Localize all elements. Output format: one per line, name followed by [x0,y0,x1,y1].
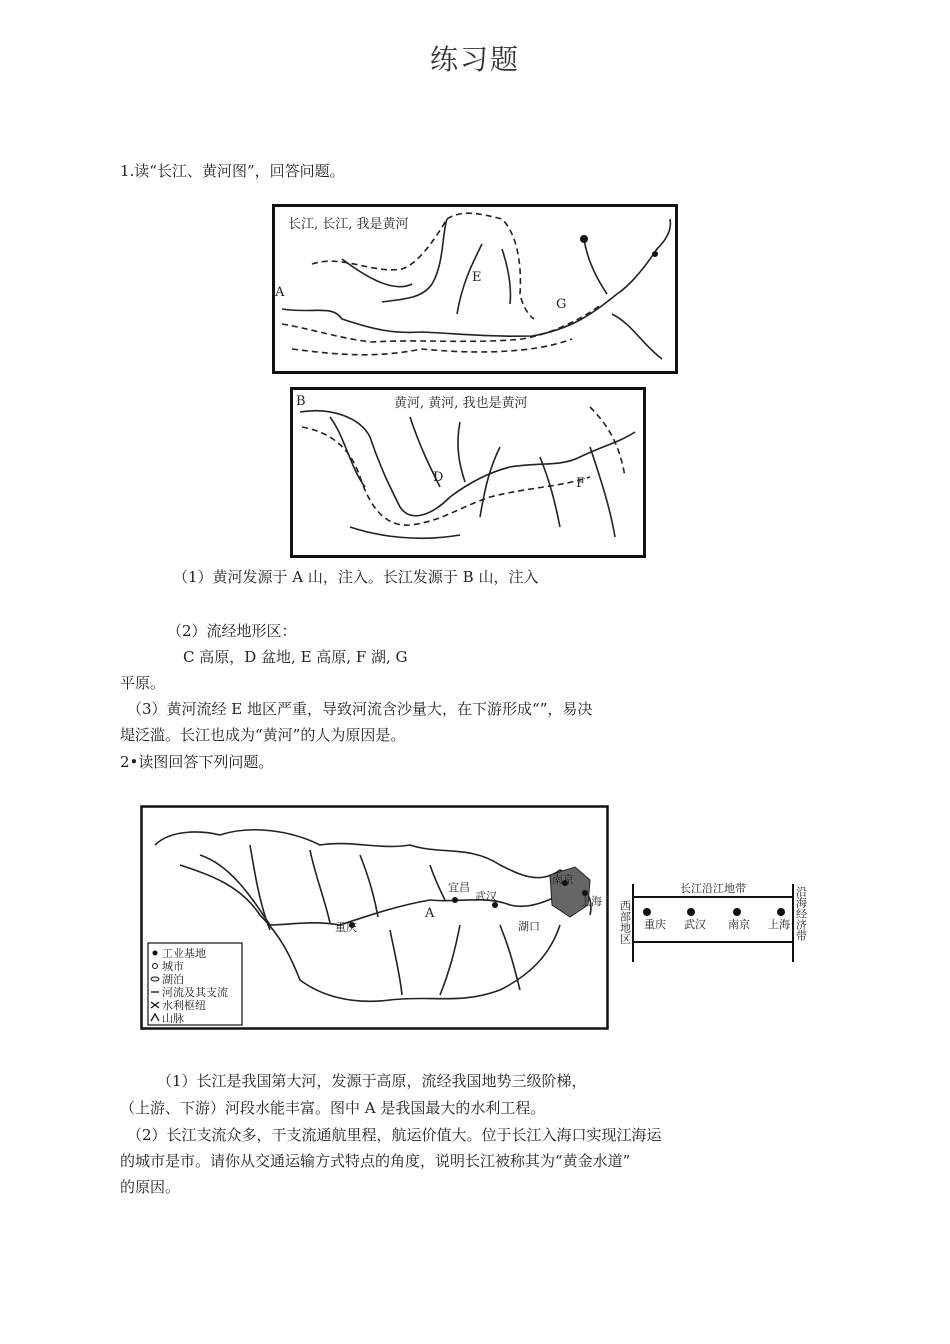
map2-label-b: B [296,394,306,409]
map1-caption: 长江, 长江, 我是黄河 [288,217,409,232]
q1-sub3-line2: 堤泛滥。长江也成为“黄河”的人为原因是。 [120,726,406,744]
belt-city: 南京 [728,918,750,931]
map1-label-e: E [472,270,482,285]
belt-west-label: 西部地区 [618,900,632,944]
belt-title: 长江沿江地带 [680,882,746,895]
legend-item: 河流及其支流 [162,986,228,999]
q1-sub1: （1）黄河发源于 A 山，注入。长江发源于 B 山，注入 [173,568,539,586]
q2-sub2-line1: （2）长江支流众多，干支流通航里程，航运价值大。位于长江入海口实现江海运 [127,1126,662,1144]
q1-sub2-line2: C 高原，D 盆地, E 高原, F 湖, G [183,648,408,666]
legend-item: 山脉 [162,1012,184,1025]
belt-city: 上海 [768,918,790,931]
q1-sub2: （2）流经地形区： [167,622,297,640]
map2-label-d: D [433,470,444,485]
economic-belt-diagram [615,862,810,972]
belt-city: 重庆 [644,918,666,931]
map3-city-nanjing: 南京 [552,873,574,886]
belt-city: 武汉 [684,918,706,931]
q1-sub3-line1: （3）黄河流经 E 地区严重，导致河流含沙量大，在下游形成“”，易决 [127,700,593,718]
yellow-river-map [290,387,646,558]
map3-point-a: A [425,906,435,921]
map3-city-shanghai: 上海 [580,895,602,908]
q2-sub2-line3: 的原因。 [120,1178,181,1196]
legend-item: 城市 [162,960,184,973]
map2-label-f: F [576,476,586,491]
legend-item: 工业基地 [162,947,206,960]
q2-sub2-line2: 的城市是市。请你从交通运输方式特点的角度，说明长江被称其为“黄金水道” [120,1152,631,1170]
page-title: 练习题 [429,43,520,76]
map1-label-a: A [275,285,285,300]
yangtze-basin-map [140,805,610,1030]
map1-label-g: G [556,297,567,312]
yangtze-map [272,204,678,374]
question-2-stem: 2•读图回答下列问题。 [120,753,274,771]
map3-city-chongqing: 重庆 [335,921,357,934]
question-1-stem: 1.读“长江、黄河图”，回答问题。 [120,162,345,180]
map3-legend [148,943,242,1025]
map3-city-hukou: 湖口 [518,920,540,933]
map3-city-wuhan: 武汉 [475,890,497,903]
q1-sub2-line3: 平原。 [120,674,166,692]
map2-caption: 黄河, 黄河, 我也是黄河 [394,396,528,411]
q2-sub1-line1: （1）长江是我国第大河，发源于高原，流经我国地势三级阶梯， [157,1072,587,1090]
legend-item: 水利枢纽 [162,999,206,1012]
legend-item: 湖泊 [162,973,184,986]
map3-city-yichang: 宜昌 [448,881,470,894]
q2-sub1-line2: （上游、下游）河段水能丰富。图中 A 是我国最大的水利工程。 [120,1099,546,1117]
belt-east-label: 沿海经济带 [794,886,808,941]
